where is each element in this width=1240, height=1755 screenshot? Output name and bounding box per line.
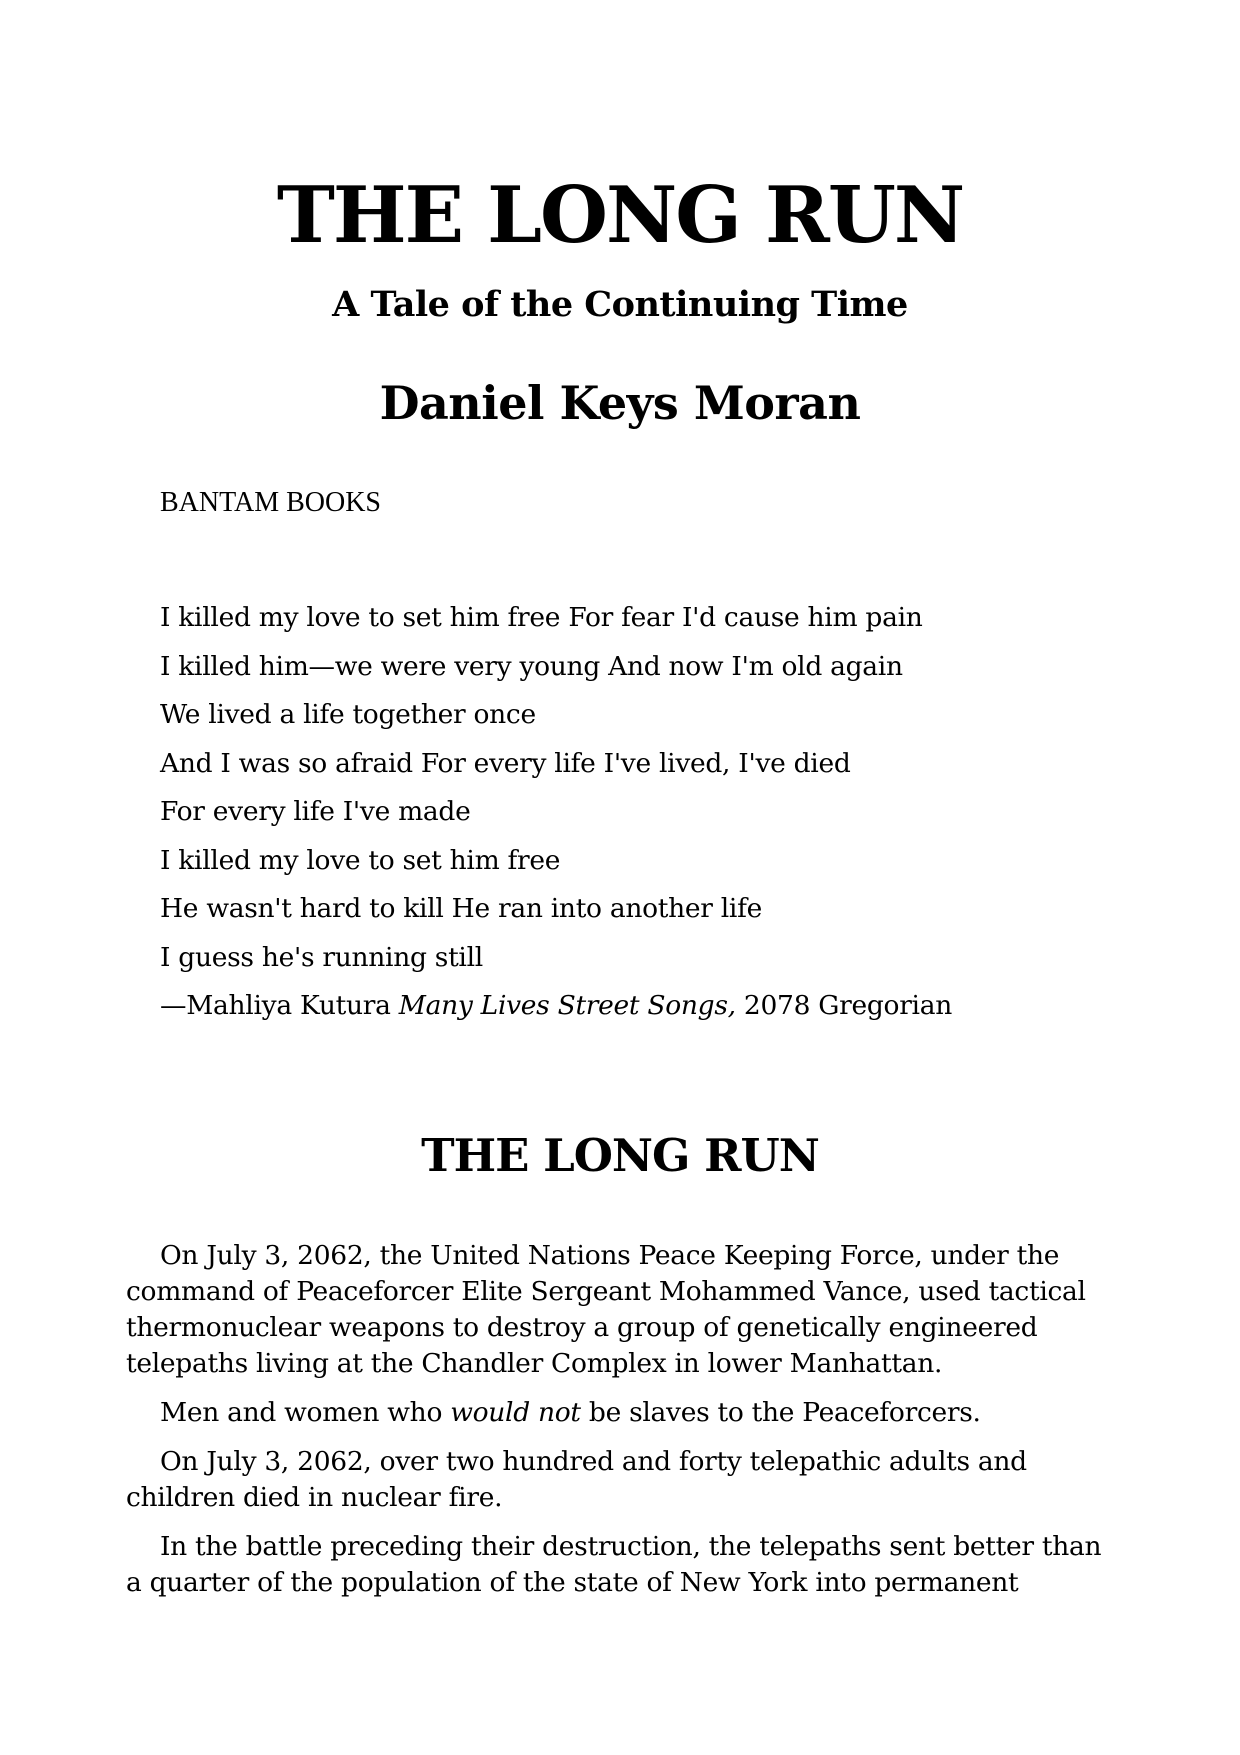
epigraph-line: I killed him—we were very young And now I'm old again: [160, 650, 903, 682]
book-author: Daniel Keys Moran: [379, 376, 861, 430]
attribution-author: —Mahliya Kutura: [160, 990, 391, 1021]
paragraph-emphasis: would not: [450, 1397, 581, 1428]
paragraph: [126, 1395, 1116, 1431]
epigraph-line: I killed my love to set him free: [160, 844, 561, 876]
book-title: THE LONG RUN: [276, 170, 964, 261]
chapter-body: [126, 1238, 1116, 1614]
epigraph-line: I killed my love to set him free For fear I'd cause him pain: [160, 602, 923, 633]
epigraph-line: I guess he's running still: [160, 941, 483, 973]
publisher-name: BANTAM BOOKS: [160, 487, 382, 518]
chapter-title: THE LONG RUN: [421, 1129, 819, 1182]
epigraph-line: For every life I've made: [160, 796, 471, 827]
attribution-work: Many Lives Street Songs,: [398, 990, 736, 1021]
paragraph: On July 3, 2062, over two hundred and forty telepathic adults and children died in nuclear fire.: [126, 1446, 1027, 1513]
epigraph-line: We lived a life together once: [160, 699, 536, 730]
attribution-year: 2078 Gregorian: [743, 990, 953, 1021]
paragraph: In the battle preceding their destruction, the telepaths sent better than a quarter of the population of the state of New York into permanent: [126, 1531, 1102, 1598]
epigraph-poem: [160, 594, 923, 982]
paragraph-text: be slaves to the Peaceforcers.: [580, 1397, 981, 1428]
paragraph-text: Men and women who: [160, 1397, 451, 1428]
epigraph-line: And I was so afraid For every life I've lived, I've died: [160, 747, 851, 779]
paragraph: On July 3, 2062, the United Nations Peace Keeping Force, under the command of Peaceforcer Elite Sergeant Mohammed Vance, used tactical thermonuclear weapons to destroy a group of genetically engineered telepaths living at the Chandler Complex in lower Manhattan.: [126, 1240, 1086, 1379]
epigraph-line: He wasn't hard to kill He ran into another life: [160, 893, 762, 924]
book-subtitle: A Tale of the Continuing Time: [332, 284, 908, 325]
epigraph-attribution: [160, 982, 952, 1030]
